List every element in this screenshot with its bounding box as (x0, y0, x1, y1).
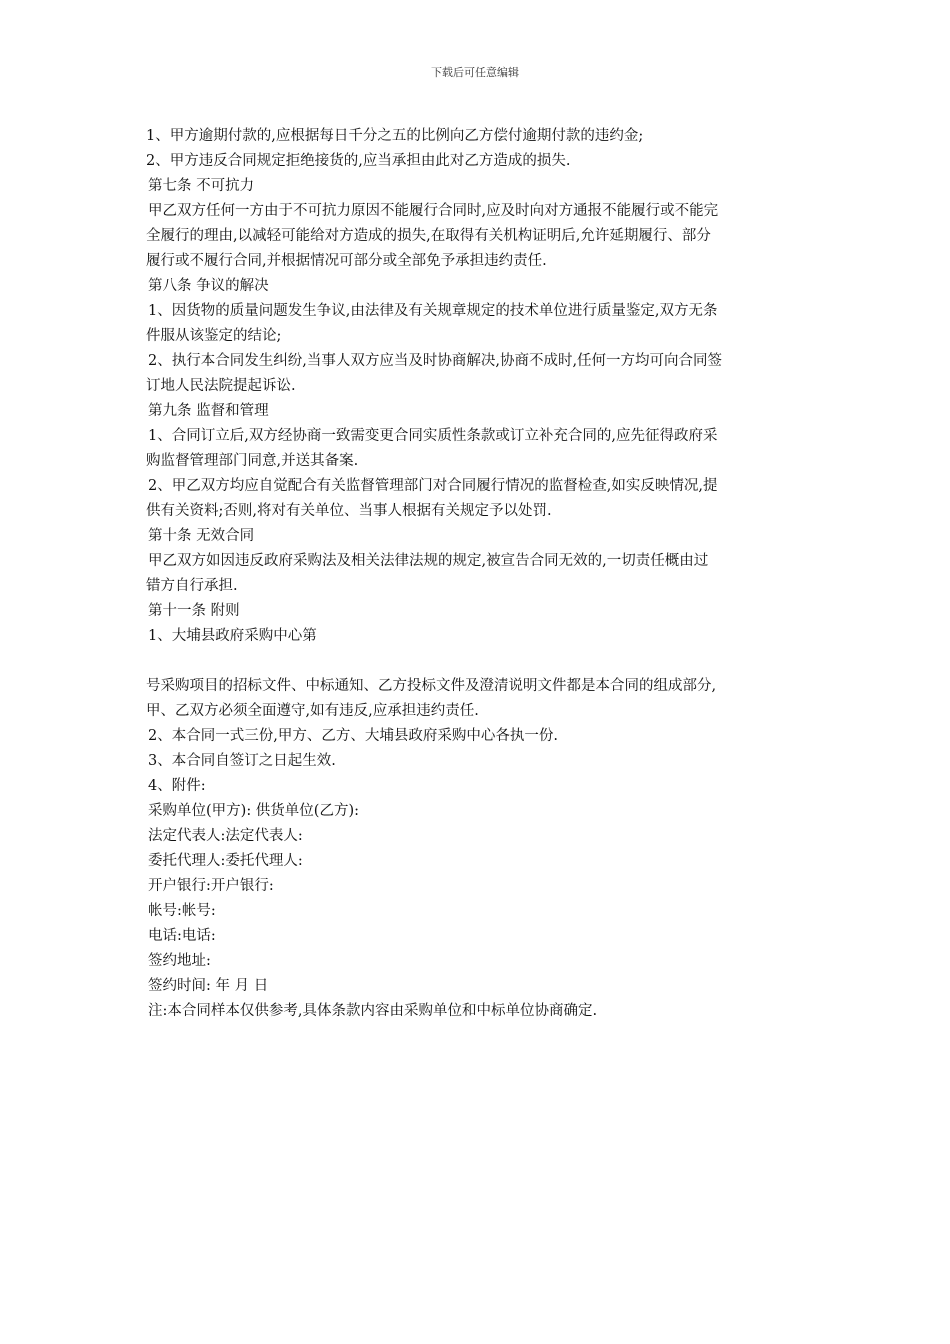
signature-field: 法定代表人:法定代表人: (148, 828, 303, 844)
section-heading: 第七条 不可抗力 (148, 178, 255, 194)
clause-line: 甲、乙双方必须全面遵守,如有违反,应承担违约责任. (146, 703, 479, 719)
clause-line: 2、执行本合同发生纠纷,当事人双方应当及时协商解决,协商不成时,任何一方均可向合同签 (148, 353, 723, 369)
note-line: 注:本合同样本仅供参考,具体条款内容由采购单位和中标单位协商确定. (148, 1003, 598, 1019)
signature-field: 帐号:帐号: (148, 903, 216, 919)
clause-line: 甲乙双方如因违反政府采购法及相关法律法规的规定,被宣告合同无效的,一切责任概由过 (148, 553, 709, 569)
clause-line: 3、本合同自签订之日起生效. (148, 753, 336, 769)
clause-line: 1、甲方逾期付款的,应根据每日千分之五的比例向乙方偿付逾期付款的违约金; (146, 128, 644, 144)
clause-line: 2、本合同一式三份,甲方、乙方、大埔县政府采购中心各执一份. (148, 728, 558, 744)
blank-line (146, 649, 810, 674)
clause-line: 1、因货物的质量问题发生争议,由法律及有关规章规定的技术单位进行质量鉴定,双方无条 (148, 303, 718, 319)
clause-line: 件服从该鉴定的结论; (146, 328, 282, 344)
page-header: 下载后可任意编辑 (431, 66, 519, 79)
signature-field: 电话:电话: (148, 928, 216, 944)
clause-line: 全履行的理由,以减轻可能给对方造成的损失,在取得有关机构证明后,允许延期履行、部分 (146, 228, 711, 244)
clause-line: 履行或不履行合同,并根据情况可部分或全部免予承担违约责任. (146, 253, 547, 269)
signature-field: 采购单位(甲方): 供货单位(乙方): (148, 803, 360, 819)
clause-line: 号采购项目的招标文件、中标通知、乙方投标文件及澄清说明文件都是本合同的组成部分, (146, 678, 717, 694)
section-heading: 第十条 无效合同 (148, 528, 255, 544)
clause-line: 1、大埔县政府采购中心第 (148, 628, 317, 644)
clause-line: 供有关资料;否则,将对有关单位、当事人根据有关规定予以处罚. (146, 503, 552, 519)
section-heading: 第八条 争议的解决 (148, 278, 269, 294)
clause-line: 错方自行承担. (146, 578, 238, 594)
clause-line: 甲乙双方任何一方由于不可抗力原因不能履行合同时,应及时向对方通报不能履行或不能完 (148, 203, 719, 219)
clause-line: 2、甲乙双方均应自觉配合有关监督管理部门对合同履行情况的监督检查,如实反映情况,提 (148, 478, 718, 494)
clause-line: 1、合同订立后,双方经协商一致需变更合同实质性条款或订立补充合同的,应先征得政府采 (148, 428, 718, 444)
document-body (146, 124, 810, 1024)
clause-line: 4、附件: (148, 778, 206, 794)
clause-line: 订地人民法院提起诉讼. (146, 378, 296, 394)
clause-line: 2、甲方违反合同规定拒绝接货的,应当承担由此对乙方造成的损失. (146, 153, 571, 169)
signature-field: 委托代理人:委托代理人: (148, 853, 303, 869)
signature-field: 签约地址: (148, 953, 211, 969)
clause-line: 购监督管理部门同意,并送其备案. (146, 453, 359, 469)
section-heading: 第十一条 附则 (148, 603, 240, 619)
section-heading: 第九条 监督和管理 (148, 403, 269, 419)
signature-field: 签约时间: 年 月 日 (148, 978, 269, 994)
signature-field: 开户银行:开户银行: (148, 878, 274, 894)
